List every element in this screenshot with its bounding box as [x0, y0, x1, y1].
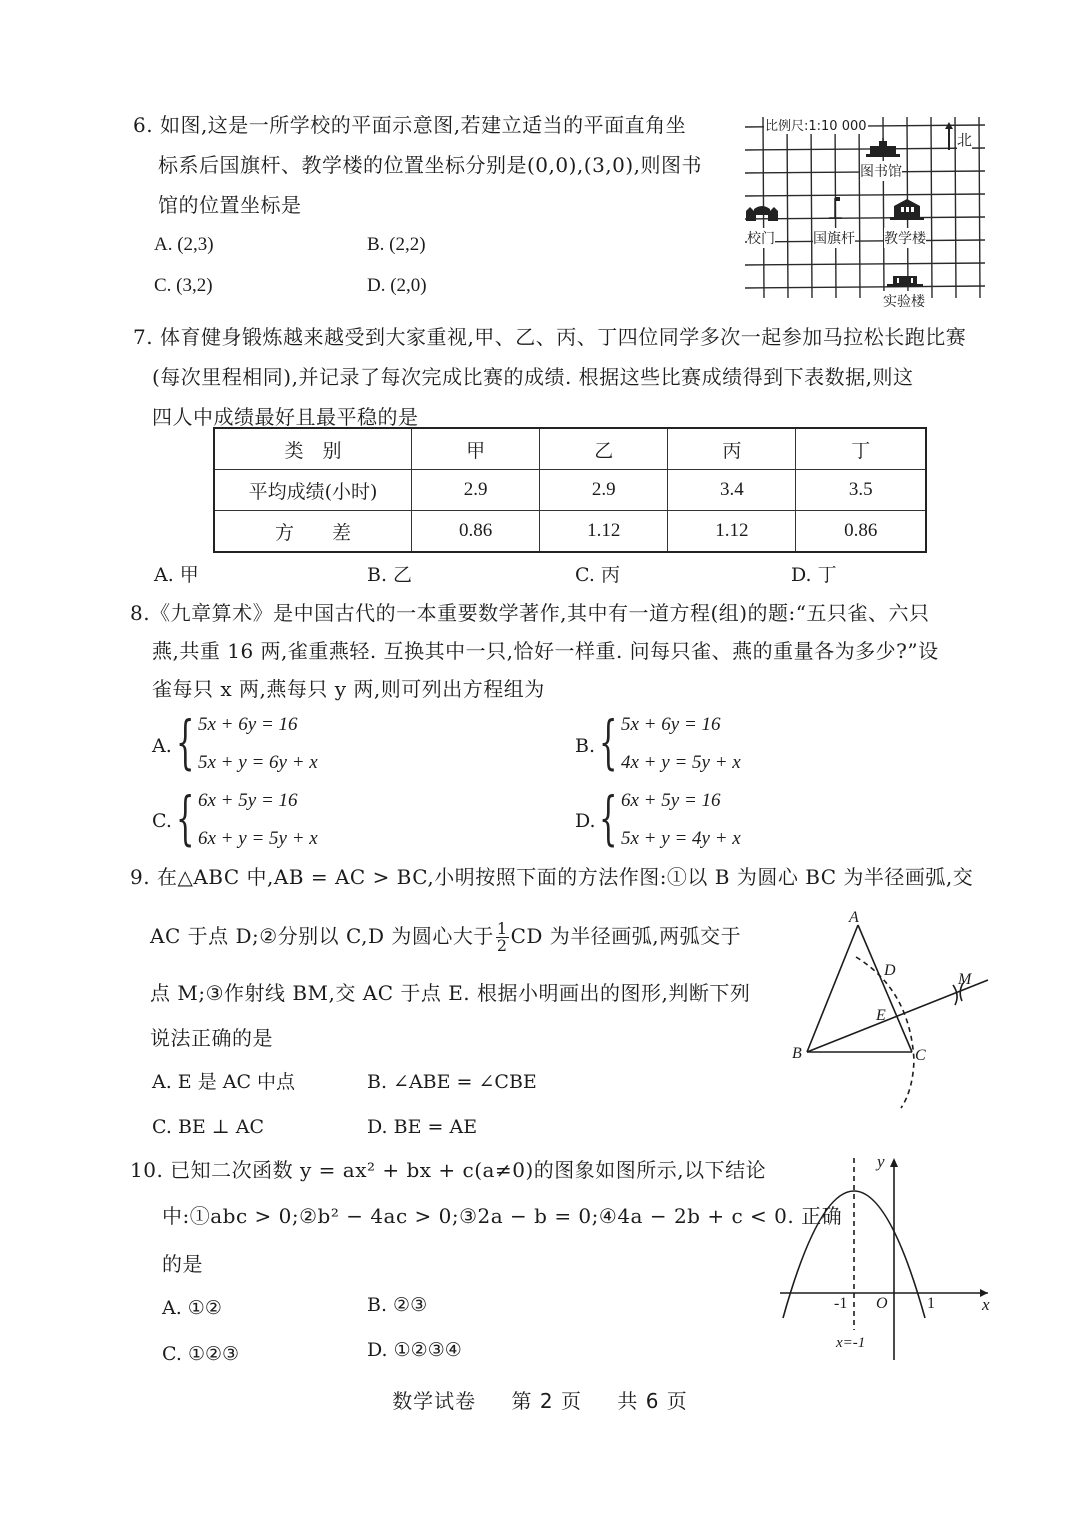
q7-line-1: 7. 体育健身锻炼越来越受到大家重视,甲、乙、丙、丁四位同学多次一起参加马拉松长跑比赛	[133, 325, 967, 349]
table-cell: 方 差	[214, 511, 412, 553]
q6-option-d[interactable]: D. (2,0)	[367, 275, 427, 296]
table-cell: 0.86	[412, 511, 540, 553]
equation-1: 5x + 6y = 16	[621, 714, 721, 735]
table-cell: 1.12	[540, 511, 668, 553]
table-header-cell: 甲	[412, 428, 540, 470]
equation-system	[599, 784, 799, 852]
parabola-graph	[770, 1145, 1000, 1365]
point-a-label: A	[849, 909, 859, 926]
q10-line-1: 10. 已知二次函数 y = ax² + bx + c(a≠0)的图象如图所示,以下结论	[130, 1158, 767, 1182]
brace-icon: {	[176, 708, 195, 776]
lab-building-label: 实验楼	[883, 291, 925, 311]
q8-option-b-label: B.	[575, 735, 596, 757]
q8-option-a-label: A.	[152, 735, 172, 757]
footer-page-number: 第 2 页	[511, 1389, 582, 1413]
north-arrow-icon	[944, 122, 954, 150]
q9-line-1: 9. 在△ABC 中,AB = AC > BC,小明按照下面的方法作图:①以 B 为圆心 BC 为半径画弧,交	[130, 865, 974, 889]
table-cell: 2.9	[540, 470, 668, 511]
q9-line-3: 点 M;③作射线 BM,交 AC 于点 E. 根据小明画出的图形,判断下列	[150, 981, 751, 1005]
equation-system	[176, 784, 376, 852]
parabola-curve	[783, 1191, 925, 1318]
fraction-numerator: 1	[496, 919, 508, 938]
brace-icon: {	[599, 708, 618, 776]
brace-icon: {	[599, 784, 618, 852]
tick-one-label: 1	[927, 1295, 935, 1312]
table-header-cell: 类 别	[214, 428, 412, 470]
map-scale-label: 比例尺:1:10 000	[764, 115, 868, 134]
page-footer	[0, 1385, 1080, 1414]
q7-line-2: (每次里程相同),并记录了每次完成比赛的成绩. 根据这些比赛成绩得到下表数据,则这	[152, 365, 914, 389]
q10-option-b[interactable]: B. ②③	[367, 1294, 428, 1316]
table-header-cell: 丙	[668, 428, 796, 470]
school-gate-icon	[744, 203, 780, 221]
point-m-label: M	[958, 971, 972, 988]
q6-option-c[interactable]: C. (3,2)	[154, 275, 213, 296]
table-header-cell: 丁	[796, 428, 926, 470]
q9-option-a[interactable]: A. E 是 AC 中点	[152, 1071, 296, 1093]
table-cell: 平均成绩(小时)	[214, 470, 412, 511]
table-header-row	[214, 428, 926, 470]
q6-option-a[interactable]: A. (2,3)	[154, 234, 214, 255]
q10-line-2: 中:①abc > 0;②b² − 4ac > 0;③2a − b = 0;④4a − 2b + c < 0. 正确	[162, 1204, 843, 1228]
q9-line-4: 说法正确的是	[150, 1026, 273, 1050]
q9-line-2-pre: AC 于点 D;②分别以 C,D 为圆心大于	[150, 924, 494, 948]
q7-option-d[interactable]: D. 丁	[791, 564, 837, 586]
equation-2: 5x + y = 4y + x	[621, 828, 741, 849]
q9-line-2-post: CD 为半径画弧,两弧交于	[510, 924, 742, 948]
q6-line-1: 6. 如图,这是一所学校的平面示意图,若建立适当的平面直角坐	[133, 113, 687, 137]
q8-option-d-label: D.	[575, 810, 596, 832]
q8-line-1: 8.《九章算术》是中国古代的一本重要数学著作,其中有一道方程(组)的题:“五只雀、六只	[130, 601, 930, 625]
fraction-denominator: 2	[496, 936, 508, 955]
equation-2: 6x + y = 5y + x	[198, 828, 318, 849]
q7-option-b[interactable]: B. 乙	[367, 564, 413, 586]
table-row	[214, 511, 926, 553]
equation-2: 4x + y = 5y + x	[621, 752, 741, 773]
q6-option-b[interactable]: B. (2,2)	[367, 234, 426, 255]
point-e-label: E	[876, 1007, 886, 1024]
y-axis-label: y	[877, 1152, 885, 1171]
point-c-label: C	[915, 1047, 926, 1064]
equation-2: 5x + y = 6y + x	[198, 752, 318, 773]
q10-option-d[interactable]: D. ①②③④	[367, 1339, 462, 1361]
point-d-label: D	[884, 962, 896, 979]
y-axis-arrow-icon	[890, 1158, 898, 1167]
marathon-results-table	[213, 427, 927, 553]
q6-line-2: 标系后国旗杆、教学楼的位置坐标分别是(0,0),(3,0),则图书	[158, 153, 703, 177]
q10-option-a[interactable]: A. ①②	[162, 1297, 222, 1319]
q6-line-3: 馆的位置坐标是	[158, 193, 302, 217]
origin-label: O	[876, 1295, 888, 1312]
q7-option-c[interactable]: C. 丙	[575, 564, 620, 586]
table-cell: 3.5	[796, 470, 926, 511]
q8-option-c-label: C.	[152, 810, 172, 832]
equation-system	[176, 708, 376, 776]
q10-option-c[interactable]: C. ①②③	[162, 1343, 240, 1365]
teaching-building-label: 教学楼	[884, 228, 926, 248]
q8-line-3: 雀每只 x 两,燕每只 y 两,则可列出方程组为	[152, 677, 545, 701]
point-b-label: B	[792, 1045, 802, 1062]
q9-line-2	[150, 921, 741, 954]
equation-1: 5x + 6y = 16	[198, 714, 298, 735]
q9-option-c[interactable]: C. BE ⊥ AC	[152, 1116, 264, 1138]
q9-option-d[interactable]: D. BE = AE	[367, 1116, 478, 1138]
x-axis-label: x	[982, 1295, 990, 1314]
table-row	[214, 470, 926, 511]
q10-line-3: 的是	[162, 1252, 203, 1276]
library-label: 图书馆	[860, 161, 902, 181]
school-gate-label: 校门	[747, 228, 775, 248]
table-cell: 2.9	[412, 470, 540, 511]
q7-option-a[interactable]: A. 甲	[154, 564, 199, 586]
table-cell: 0.86	[796, 511, 926, 553]
library-icon	[866, 138, 900, 158]
flagpole-icon	[828, 196, 846, 220]
brace-icon: {	[176, 784, 195, 852]
q9-option-b[interactable]: B. ∠ABE = ∠CBE	[367, 1071, 537, 1093]
footer-total-pages: 共 6 页	[617, 1389, 688, 1413]
q7-line-3: 四人中成绩最好且最平稳的是	[152, 405, 419, 429]
teaching-building-icon	[890, 198, 924, 220]
equation-1: 6x + 5y = 16	[198, 790, 298, 811]
lab-building-icon	[887, 274, 923, 288]
q8-line-2: 燕,共重 16 两,雀重燕轻. 互换其中一只,恰好一样重. 问每只雀、燕的重量各为多少?”设	[152, 639, 939, 663]
triangle-construction-figure	[780, 895, 1000, 1120]
fraction-one-half	[496, 921, 509, 954]
table-cell: 3.4	[668, 470, 796, 511]
equation-system	[599, 708, 799, 776]
footer-subject: 数学试卷	[392, 1389, 477, 1413]
symmetry-axis-label: x=-1	[836, 1335, 866, 1351]
table-header-cell: 乙	[540, 428, 668, 470]
table-cell: 1.12	[668, 511, 796, 553]
tick-minus-one-label: -1	[834, 1295, 848, 1312]
flagpole-label: 国旗杆	[813, 228, 855, 248]
equation-1: 6x + 5y = 16	[621, 790, 721, 811]
north-label: 北	[957, 131, 973, 149]
